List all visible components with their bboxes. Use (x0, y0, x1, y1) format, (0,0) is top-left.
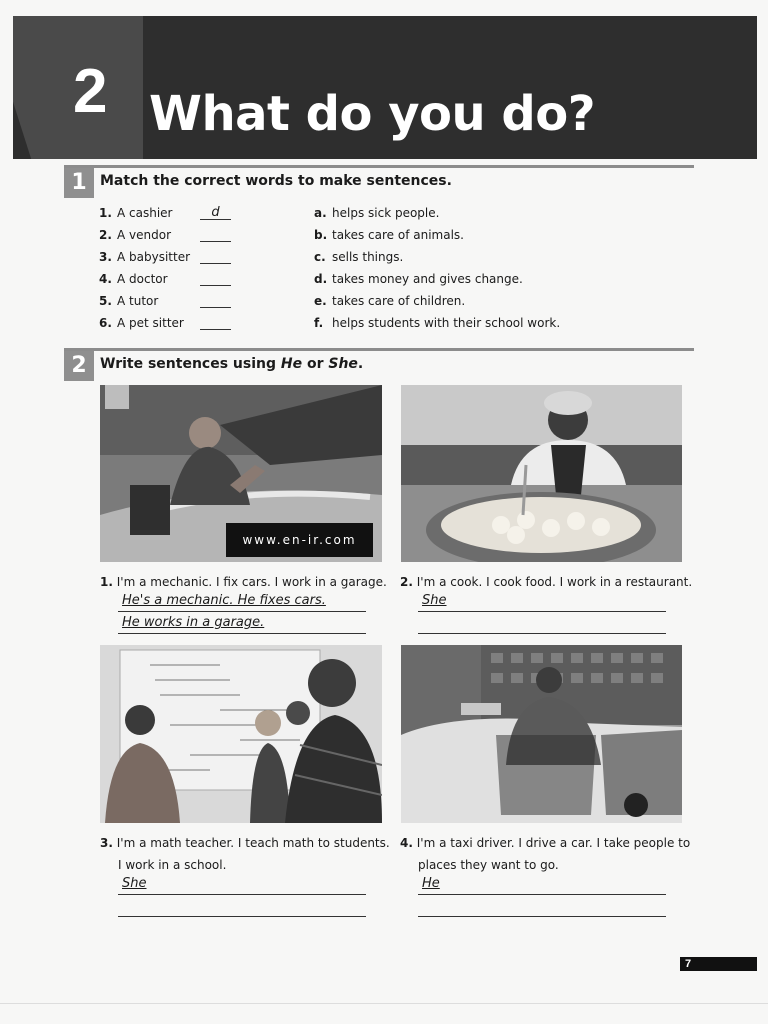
item-text: A tutor (117, 294, 159, 308)
answer-blank[interactable] (200, 250, 231, 264)
option-text: takes care of children. (332, 294, 466, 308)
option-item (314, 272, 523, 286)
exercise-2-header (64, 348, 694, 378)
match-item (99, 228, 171, 242)
option-item (314, 294, 465, 308)
answer-line[interactable]: She (118, 875, 366, 895)
caption-number: 3. (100, 836, 113, 850)
caption-text: I'm a taxi driver. I drive a car. I take people to (416, 836, 691, 850)
math-teacher-photo (100, 645, 382, 823)
option-text: helps sick people. (332, 206, 440, 220)
caption-4 (400, 832, 690, 876)
match-item (99, 206, 172, 220)
item-text: A pet sitter (117, 316, 184, 330)
instruction-he: He (280, 356, 303, 372)
option-item (314, 206, 439, 220)
unit-title: What do you do? (149, 86, 596, 142)
option-text: sells things. (332, 250, 404, 264)
item-number: 5. (99, 294, 112, 308)
exercise-2-number: 2 (64, 351, 94, 381)
answer-blank[interactable] (200, 316, 231, 330)
instruction-period: . (357, 356, 364, 372)
exercise-1-instruction: Match the correct words to make sentences. (100, 173, 452, 189)
item-text: A babysitter (117, 250, 191, 264)
caption-text: I'm a mechanic. I fix cars. I work in a garage. (116, 575, 387, 589)
answer-blank[interactable]: d (200, 206, 231, 220)
item-number: 2. (99, 228, 112, 242)
answer-line[interactable]: He works in a garage. (118, 614, 366, 634)
answer-blank[interactable] (200, 294, 231, 308)
taxi-driver-photo (401, 645, 682, 823)
option-letter: e. (314, 294, 327, 308)
match-item (99, 294, 158, 308)
answer-line[interactable]: She (418, 592, 666, 612)
answer-line[interactable]: He's a mechanic. He fixes cars. (118, 592, 366, 612)
answer-blank[interactable] (200, 228, 231, 242)
caption-3 (100, 832, 390, 876)
page-number: 7 (680, 957, 757, 971)
bottom-rule (0, 1003, 768, 1004)
unit-number: 2 (73, 57, 108, 126)
option-text: takes money and gives change. (332, 272, 523, 286)
instruction-she: She (328, 356, 358, 372)
exercise-2-instruction (100, 356, 363, 372)
answer-line[interactable] (118, 897, 366, 917)
instruction-text: Write sentences using (100, 356, 281, 372)
match-item (99, 250, 190, 264)
item-text: A doctor (117, 272, 168, 286)
match-item (99, 272, 168, 286)
option-item (314, 316, 560, 330)
item-number: 1. (99, 206, 112, 220)
option-letter: c. (314, 250, 326, 264)
item-text: A cashier (117, 206, 173, 220)
caption-2 (400, 571, 692, 593)
caption-text-line2: places they want to go. (418, 858, 559, 872)
exercise-1-header (64, 165, 694, 195)
match-item (99, 316, 184, 330)
caption-text-line2: I work in a school. (118, 858, 227, 872)
exercise-1-number: 1 (64, 168, 94, 198)
item-number: 6. (99, 316, 112, 330)
caption-number: 4. (400, 836, 413, 850)
option-letter: b. (314, 228, 328, 242)
caption-number: 1. (100, 575, 113, 589)
unit-header (13, 16, 757, 159)
caption-text: I'm a cook. I cook food. I work in a restaurant. (416, 575, 693, 589)
option-letter: a. (314, 206, 327, 220)
instruction-or: or (302, 356, 329, 372)
answer-line[interactable] (418, 897, 666, 917)
item-number: 3. (99, 250, 112, 264)
option-text: takes care of animals. (332, 228, 464, 242)
caption-number: 2. (400, 575, 413, 589)
item-text: A vendor (117, 228, 172, 242)
answer-line[interactable]: He (418, 875, 666, 895)
answer-line[interactable] (418, 614, 666, 634)
option-letter: d. (314, 272, 328, 286)
option-item (314, 250, 403, 264)
option-text: helps students with their school work. (332, 316, 561, 330)
item-number: 4. (99, 272, 112, 286)
option-letter: f. (314, 316, 324, 330)
cook-photo (401, 385, 682, 562)
option-item (314, 228, 464, 242)
caption-text: I'm a math teacher. I teach math to students. (116, 836, 390, 850)
watermark: www.en-ir.com (226, 523, 373, 557)
caption-1 (100, 571, 387, 593)
answer-blank[interactable] (200, 272, 231, 286)
